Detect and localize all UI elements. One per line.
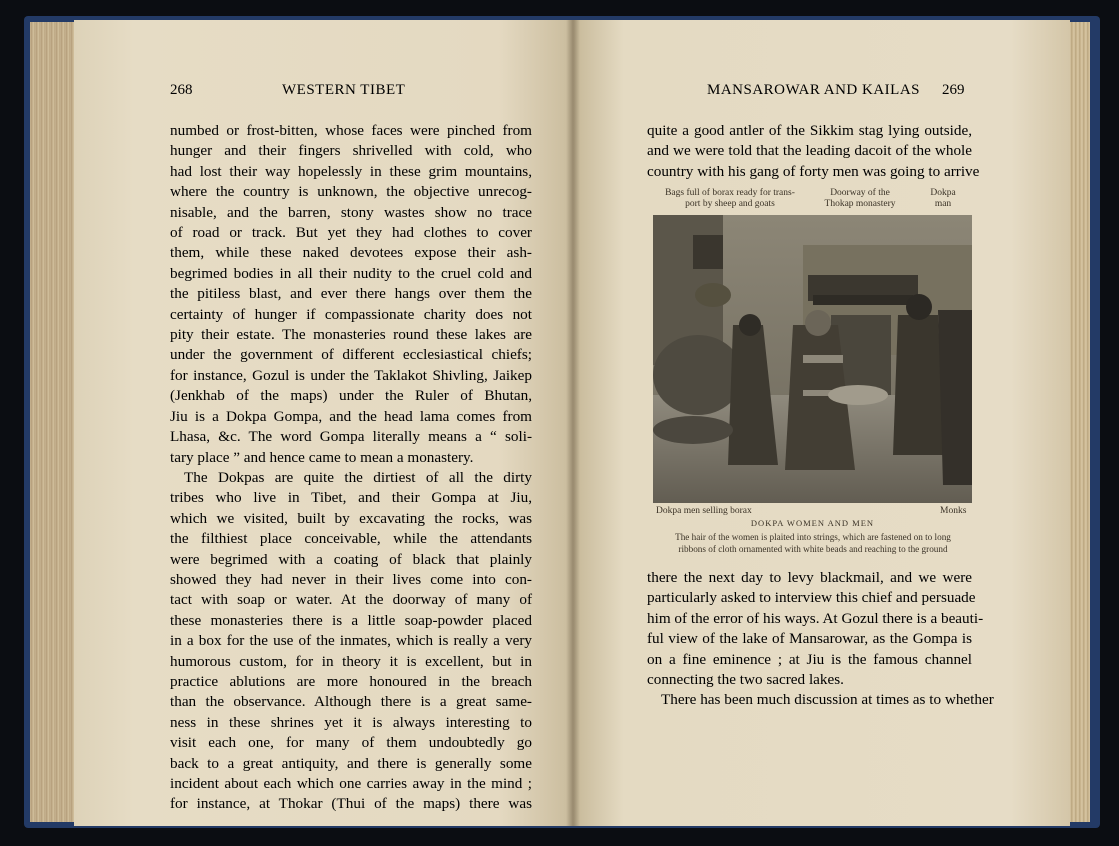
label-line: Thokap monastery <box>824 199 896 209</box>
left-body-text <box>170 121 532 815</box>
text-line: in a box for the use of the inmates, which is really a very <box>170 632 532 650</box>
page-edges-left <box>30 22 78 822</box>
text-line: country with his gang of forty men was going to arrive <box>647 162 980 180</box>
plate-title: DOKPA WOMEN AND MEN <box>750 518 875 528</box>
text-line: which we visited, built by excavating the rocks, was <box>170 509 532 527</box>
text-line: particularly asked to interview this chief and persuade <box>647 589 976 607</box>
plate-caption <box>662 532 964 555</box>
text-line: and we were told that the leading dacoit of the whole <box>647 142 972 160</box>
text-line: tact with soap or water. At the doorway of many of <box>170 591 532 609</box>
label-line: Dokpa <box>930 188 956 198</box>
text-line: on a fine eminence ; at Jiu is the famous channel <box>647 650 972 668</box>
text-line: begrimed bodies in all their nudity to the cruel cold and <box>170 264 532 282</box>
text-line: there the next day to levy blackmail, and we were <box>647 569 972 586</box>
gutter-shadow <box>566 20 580 826</box>
text-line: connecting the two sacred lakes. <box>647 671 844 689</box>
left-page-number: 268 <box>170 82 193 98</box>
text-line: had lost their way hopelessly in these grim mountains, <box>170 162 532 180</box>
left-running-head: WESTERN TIBET <box>282 82 406 98</box>
text-line: were begrimed with a coating of black that plainly <box>170 550 532 568</box>
text-line: visit each one, for many of them undoubtedly go <box>170 734 532 752</box>
text-line: ful view of the lake of Mansarowar, as the Gompa is <box>647 630 972 648</box>
text-line: Jiu is a Dokpa Gompa, and the head lama comes from <box>170 407 532 425</box>
right-body-text-bottom <box>647 568 994 711</box>
photo-label-top-right <box>918 188 968 210</box>
plate-photograph <box>653 215 972 503</box>
text-line: of road or track. But yet they had clothes to cover <box>170 224 532 242</box>
text-line: certainty of hunger if compassionate charity does not <box>170 305 532 323</box>
photo-label-top-middle <box>812 188 908 210</box>
text-line: The Dokpas are quite the dirtiest of all the dirty <box>184 468 532 486</box>
label-line: Doorway of the <box>830 188 890 198</box>
text-line: him of the error of his ways. At Gozul there is a beauti- <box>647 609 984 627</box>
text-line: quite a good antler of the Sikkim stag lying outside, <box>647 122 972 139</box>
label-line: man <box>934 199 952 209</box>
text-line: numbed or frost-bitten, whose faces were pinched from <box>170 122 532 139</box>
caption-line: The hair of the women is plaited into strings, which are fastened on to long <box>675 532 951 542</box>
photo-label-bottom-right: Monks <box>940 506 967 516</box>
text-line: showed they had never in their lives come into con- <box>170 570 532 588</box>
text-line: under the government of different ecclesiastical chiefs; <box>170 346 532 364</box>
text-line: incident about each which one carries away in the mind ; <box>170 775 532 792</box>
text-line: than the observance. Although there is a great same- <box>170 693 532 711</box>
text-line: There has been much discussion at times as to whether <box>661 691 994 709</box>
text-line: where the country is unknown, the objective unrecog- <box>170 183 532 201</box>
photo-label-bottom-left: Dokpa men selling borax <box>656 506 752 516</box>
text-line: the filthiest place conceivable, while the attendants <box>170 530 532 548</box>
text-line: for instance, Gozul is under the Taklakot Shivling, Jaikep <box>170 366 532 384</box>
label-line: Bags full of borax ready for trans- <box>665 188 795 198</box>
right-page-number: 269 <box>942 82 965 98</box>
text-line: for instance, at Thokar (Thui of the maps) there was <box>170 795 532 813</box>
text-line: Lhasa, &c. The word Gompa literally means a “ soli- <box>170 428 532 446</box>
text-line: hunger and their fingers shrivelled with cold, who <box>170 142 532 160</box>
label-line: port by sheep and goats <box>685 199 775 209</box>
text-line: tary place ” and hence came to mean a monastery. <box>170 448 474 466</box>
text-line: (Jenkhab of the maps) under the Ruler of Bhutan, <box>170 387 532 405</box>
photo-label-top-left <box>660 188 800 210</box>
right-body-text-top <box>647 121 980 182</box>
text-line: back to a great antiquity, and there is generally some <box>170 754 532 772</box>
right-running-head: MANSAROWAR AND KAILAS <box>707 82 921 98</box>
text-line: practice ablutions are more honoured in the breach <box>170 672 532 690</box>
text-line: humorous custom, for in theory it is excellent, but in <box>170 652 532 670</box>
text-line: the pitiless blast, and ever there hangs over them the <box>170 285 532 303</box>
text-line: them, while these naked devotees expose their ash- <box>170 244 532 262</box>
text-line: nisable, and the barren, stony wastes show no trace <box>170 203 532 221</box>
text-line: these monasteries there is a little soap-powder placed <box>170 611 532 629</box>
caption-line: ribbons of cloth ornamented with white beads and reaching to the ground <box>678 543 948 554</box>
text-line: tribes who live in Tibet, and their Gompa at Jiu, <box>170 489 532 507</box>
text-line: ness in these shrines yet it is always interesting to <box>170 713 532 731</box>
text-line: pity their estate. The monasteries round these lakes are <box>170 326 532 344</box>
